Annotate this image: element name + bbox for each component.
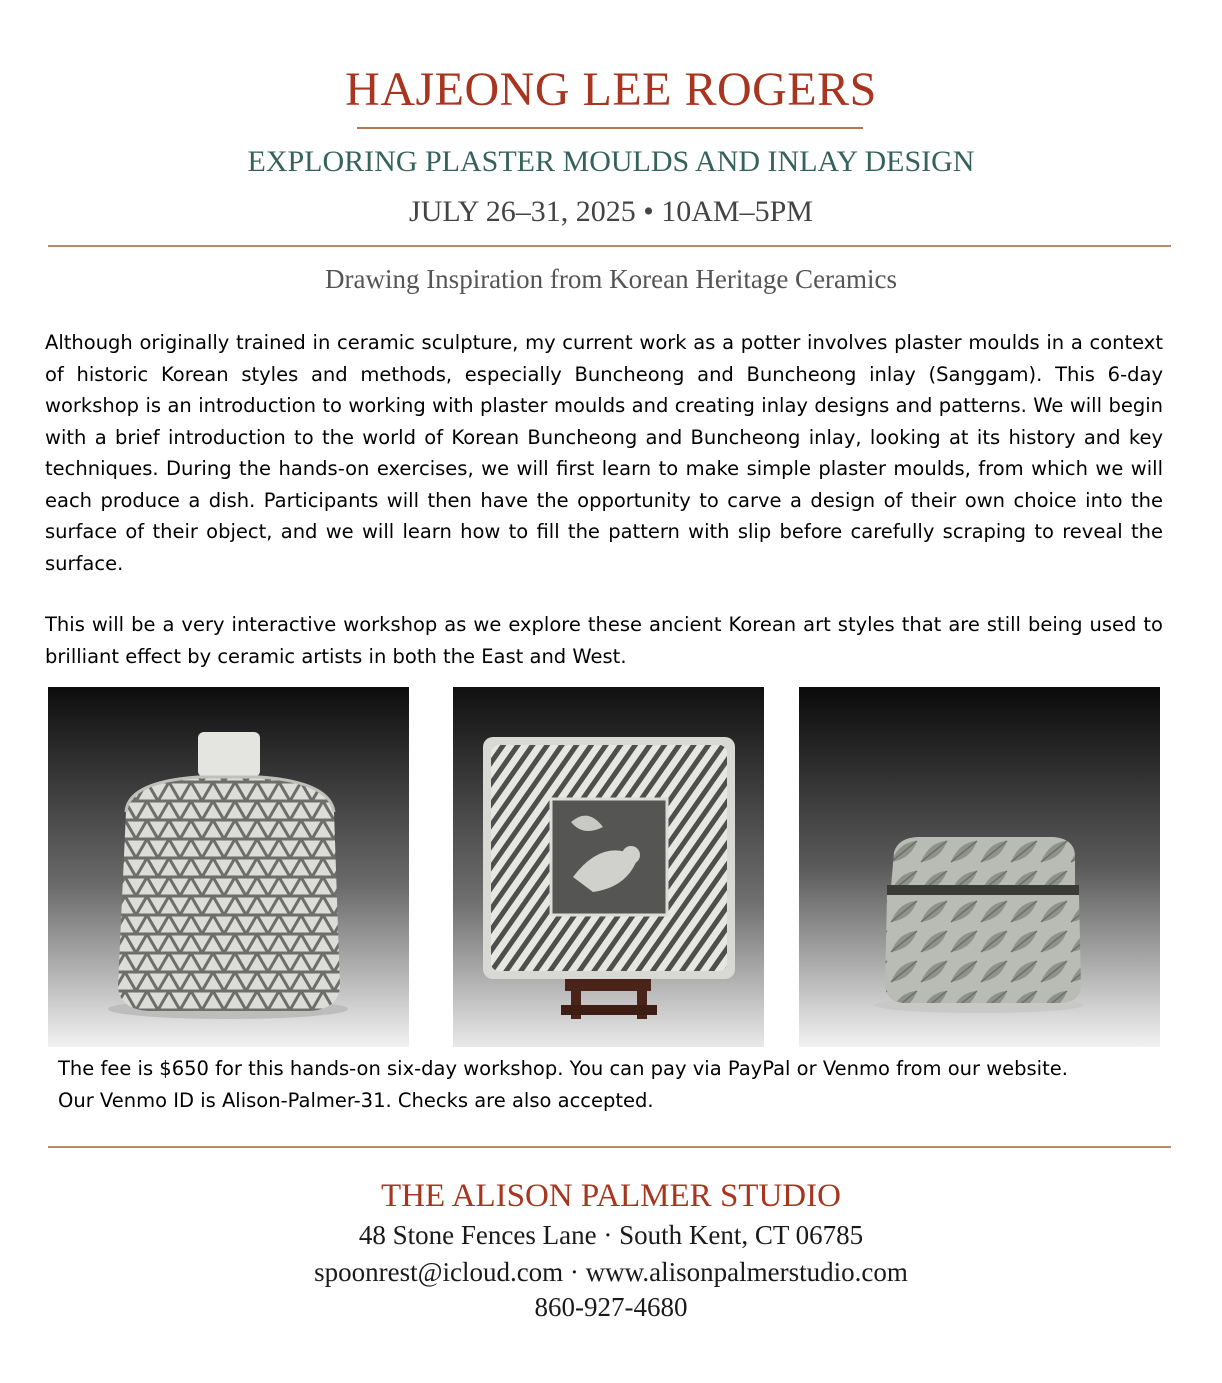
studio-phone[interactable]: 860-927-4680 bbox=[534, 1292, 688, 1322]
tagline: Drawing Inspiration from Korean Heritage Ceramics bbox=[324, 264, 898, 294]
title-underline bbox=[357, 127, 863, 129]
photo-bottle-vase bbox=[48, 687, 409, 1047]
description-paragraph: Although originally trained in ceramic sculpture, my current work as a potter involves plaster moulds in a context of historic Korean styles and methods, especially Buncheong and Buncheong inlay (Sanggam). This 6-day workshop is an introduction to working with plaster moulds and creating inlay designs and patterns. We will begin with a brief introduction to the world of Korean Buncheong and Buncheong inlay, looking at its history and key techniques. During the hands-on exercises, we will first learn to make simple plaster moulds, from which we will each produce a dish. Participants will then have the opportunity to carve a design of their own choice into the surface of their object, and we will learn how to fill the pattern with slip before carefully scraping to reveal the surface. bbox=[45, 331, 1163, 575]
workshop-dates: JULY 26–31, 2025 • 10AM–5PM bbox=[409, 195, 813, 228]
header-divider bbox=[48, 245, 1171, 247]
photo-lidded-box bbox=[799, 687, 1160, 1047]
artist-name: HAJEONG LEE ROGERS bbox=[345, 63, 877, 116]
studio-email-website[interactable]: spoonrest@icloud.com · www.alisonpalmerstudio.com bbox=[314, 1257, 908, 1287]
fee-line-2: Our Venmo ID is Alison-Palmer-31. Checks are also accepted. bbox=[58, 1089, 654, 1112]
photo-square-plate bbox=[453, 687, 764, 1047]
description-paragraph-2: This will be a very interactive workshop as we explore these ancient Korean art styles that are still being used to brilliant effect by ceramic artists in both the East and West. bbox=[45, 613, 1163, 668]
footer-divider bbox=[48, 1146, 1171, 1148]
studio-name: THE ALISON PALMER STUDIO bbox=[381, 1178, 841, 1214]
studio-address: 48 Stone Fences Lane · South Kent, CT 06785 bbox=[358, 1220, 864, 1250]
fee-line-1: The fee is $650 for this hands-on six-day workshop. You can pay via PayPal or Venmo from our website. bbox=[58, 1057, 1068, 1080]
workshop-title: EXPLORING PLASTER MOULDS AND INLAY DESIGN bbox=[247, 145, 975, 178]
